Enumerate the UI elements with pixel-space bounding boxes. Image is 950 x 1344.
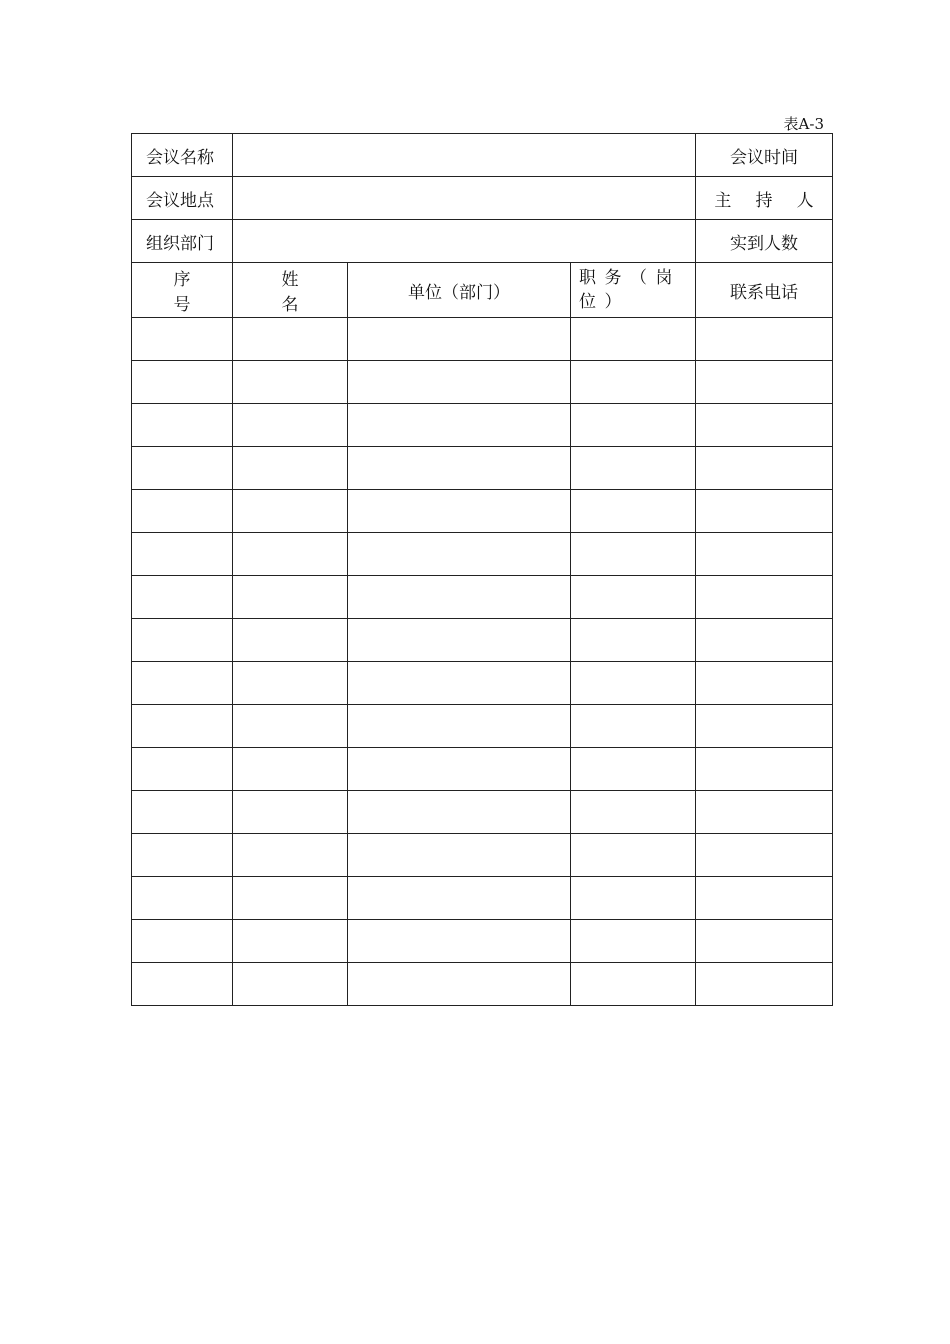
meeting-attendance-table	[131, 133, 833, 1006]
cell-unit[interactable]	[348, 963, 571, 1006]
host-label: 主 持 人	[696, 177, 833, 220]
cell-seq[interactable]	[132, 533, 233, 576]
cell-unit[interactable]	[348, 920, 571, 963]
cell-seq[interactable]	[132, 791, 233, 834]
attendance-label: 实到人数	[696, 220, 833, 263]
table-number: 表A-3	[783, 115, 824, 133]
column-header-row	[132, 263, 833, 318]
cell-name[interactable]	[233, 877, 348, 920]
info-row-meeting-place	[132, 177, 833, 220]
cell-unit[interactable]	[348, 361, 571, 404]
cell-name[interactable]	[233, 834, 348, 877]
cell-position[interactable]	[571, 920, 696, 963]
cell-phone[interactable]	[696, 920, 833, 963]
table-row	[132, 318, 833, 361]
cell-seq[interactable]	[132, 576, 233, 619]
meeting-place-label: 会议地点	[132, 177, 233, 220]
cell-name[interactable]	[233, 576, 348, 619]
cell-unit[interactable]	[348, 705, 571, 748]
cell-unit[interactable]	[348, 834, 571, 877]
cell-position[interactable]	[571, 705, 696, 748]
cell-phone[interactable]	[696, 533, 833, 576]
column-header-seq: 序 号	[132, 263, 233, 318]
cell-unit[interactable]	[348, 490, 571, 533]
cell-seq[interactable]	[132, 877, 233, 920]
table-row	[132, 576, 833, 619]
meeting-name-label: 会议名称	[132, 134, 233, 177]
cell-phone[interactable]	[696, 662, 833, 705]
cell-phone[interactable]	[696, 361, 833, 404]
table-row	[132, 877, 833, 920]
info-row-meeting-name	[132, 134, 833, 177]
cell-phone[interactable]	[696, 404, 833, 447]
column-header-name: 姓 名	[233, 263, 348, 318]
cell-phone[interactable]	[696, 576, 833, 619]
cell-phone[interactable]	[696, 877, 833, 920]
table-row	[132, 361, 833, 404]
cell-name[interactable]	[233, 318, 348, 361]
cell-phone[interactable]	[696, 748, 833, 791]
cell-phone[interactable]	[696, 318, 833, 361]
cell-phone[interactable]	[696, 963, 833, 1006]
cell-unit[interactable]	[348, 748, 571, 791]
table-row	[132, 533, 833, 576]
cell-unit[interactable]	[348, 447, 571, 490]
cell-seq[interactable]	[132, 619, 233, 662]
cell-unit[interactable]	[348, 662, 571, 705]
cell-position[interactable]	[571, 576, 696, 619]
meeting-name-field[interactable]	[233, 134, 696, 177]
organizer-field[interactable]	[233, 220, 696, 263]
cell-seq[interactable]	[132, 447, 233, 490]
cell-name[interactable]	[233, 619, 348, 662]
column-header-position: 职务（岗位）	[571, 263, 696, 318]
cell-position[interactable]	[571, 490, 696, 533]
cell-unit[interactable]	[348, 576, 571, 619]
table-row	[132, 834, 833, 877]
table-row	[132, 705, 833, 748]
cell-name[interactable]	[233, 490, 348, 533]
table-row	[132, 920, 833, 963]
cell-position[interactable]	[571, 877, 696, 920]
cell-unit[interactable]	[348, 619, 571, 662]
cell-unit[interactable]	[348, 877, 571, 920]
cell-position[interactable]	[571, 748, 696, 791]
cell-seq[interactable]	[132, 705, 233, 748]
table-row	[132, 447, 833, 490]
meeting-place-field[interactable]	[233, 177, 696, 220]
cell-name[interactable]	[233, 533, 348, 576]
table-row	[132, 619, 833, 662]
cell-name[interactable]	[233, 447, 348, 490]
table-row	[132, 490, 833, 533]
cell-position[interactable]	[571, 361, 696, 404]
cell-phone[interactable]	[696, 791, 833, 834]
cell-position[interactable]	[571, 791, 696, 834]
cell-seq[interactable]	[132, 318, 233, 361]
cell-seq[interactable]	[132, 490, 233, 533]
cell-phone[interactable]	[696, 705, 833, 748]
cell-unit[interactable]	[348, 404, 571, 447]
cell-name[interactable]	[233, 662, 348, 705]
cell-name[interactable]	[233, 963, 348, 1006]
cell-position[interactable]	[571, 318, 696, 361]
cell-position[interactable]	[571, 834, 696, 877]
cell-unit[interactable]	[348, 533, 571, 576]
column-header-phone: 联系电话	[696, 263, 833, 318]
cell-name[interactable]	[233, 920, 348, 963]
info-row-organizer	[132, 220, 833, 263]
table-row	[132, 662, 833, 705]
cell-position[interactable]	[571, 447, 696, 490]
cell-seq[interactable]	[132, 963, 233, 1006]
cell-position[interactable]	[571, 963, 696, 1006]
cell-phone[interactable]	[696, 834, 833, 877]
cell-seq[interactable]	[132, 920, 233, 963]
cell-unit[interactable]	[348, 791, 571, 834]
organizer-label: 组织部门	[132, 220, 233, 263]
cell-name[interactable]	[233, 748, 348, 791]
cell-name[interactable]	[233, 404, 348, 447]
cell-seq[interactable]	[132, 662, 233, 705]
cell-position[interactable]	[571, 662, 696, 705]
cell-phone[interactable]	[696, 447, 833, 490]
table-row	[132, 791, 833, 834]
cell-seq[interactable]	[132, 404, 233, 447]
table-row	[132, 748, 833, 791]
cell-position[interactable]	[571, 533, 696, 576]
cell-position[interactable]	[571, 619, 696, 662]
cell-name[interactable]	[233, 361, 348, 404]
cell-phone[interactable]	[696, 490, 833, 533]
meeting-time-label: 会议时间	[696, 134, 833, 177]
column-header-unit: 单位（部门）	[348, 263, 571, 318]
cell-name[interactable]	[233, 705, 348, 748]
cell-name[interactable]	[233, 791, 348, 834]
cell-seq[interactable]	[132, 748, 233, 791]
table-row	[132, 404, 833, 447]
cell-position[interactable]	[571, 404, 696, 447]
cell-phone[interactable]	[696, 619, 833, 662]
cell-unit[interactable]	[348, 318, 571, 361]
table-row	[132, 963, 833, 1006]
cell-seq[interactable]	[132, 361, 233, 404]
cell-seq[interactable]	[132, 834, 233, 877]
